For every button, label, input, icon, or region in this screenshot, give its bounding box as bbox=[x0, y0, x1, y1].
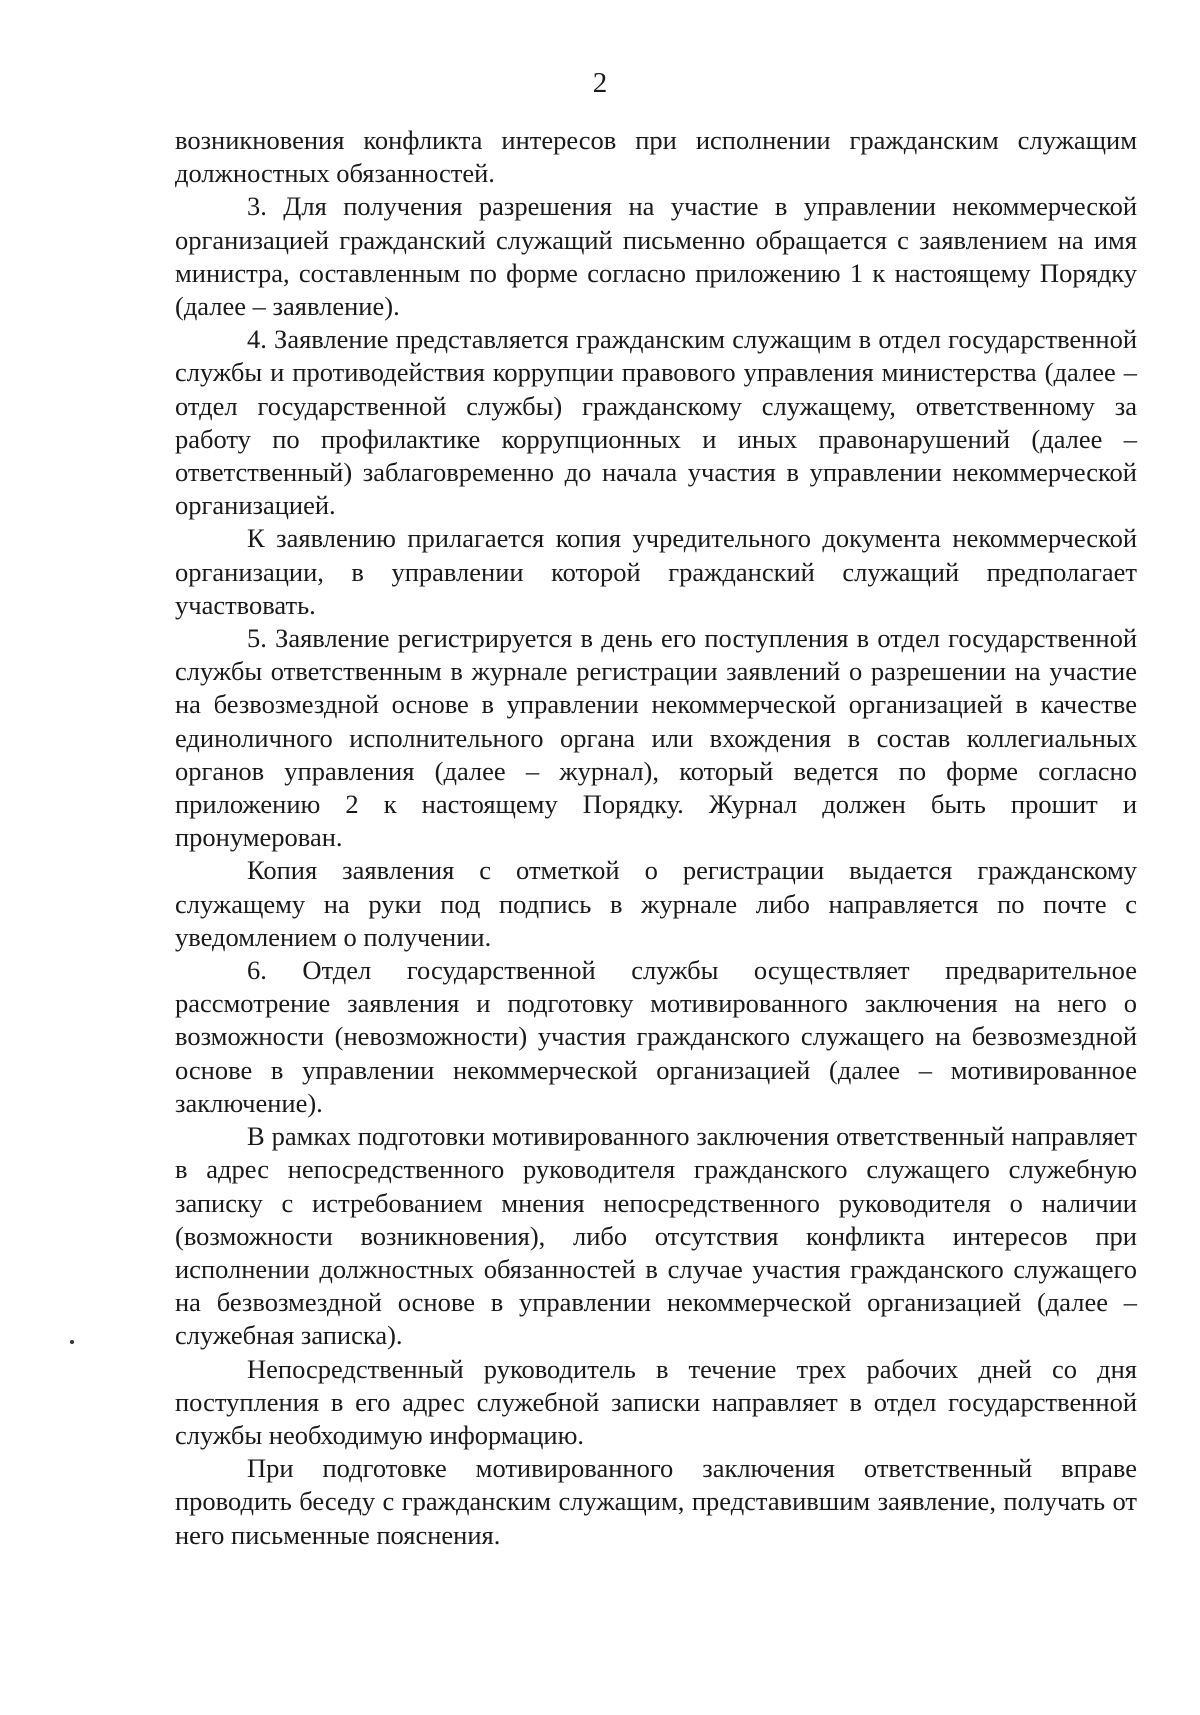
document-body bbox=[175, 124, 1137, 1552]
paragraph-item-6: 6. Отдел государственной службы осуществляет предварительное рассмотрение заявления и подготовку мотивированного заключения на него о возможности (невозможности) участия гражданского служащего на безвозмездной основе в управлении некоммерческой организацией (далее – мотивированное заключение). bbox=[175, 955, 1137, 1118]
paragraph-attachment: К заявлению прилагается копия учредительного документа некоммерческой организации, в управлении которой гражданский служащий предполагает участвовать. bbox=[175, 523, 1137, 620]
paragraph-copy-issue: Копия заявления с отметкой о регистрации выдается гражданскому служащему на руки под подпись в журнале либо направляется по почте с уведомлением о получении. bbox=[175, 855, 1137, 952]
paragraph-service-note: В рамках подготовки мотивированного заключения ответственный направляет в адрес непосредственного руководителя гражданского служащего служебную записку с истребованием мнения непосредственного руководителя о наличии (возможности возникновения), либо отсутствия конфликта интересов при исполнении должностных обязанностей в случае участия гражданского служащего на безвозмездной основе в управлении некоммерческой организацией (далее – служебная записка). bbox=[175, 1121, 1137, 1351]
page-number: 2 bbox=[592, 67, 608, 99]
paragraph-continuation: возникновения конфликта интересов при исполнении гражданским служащим должностных обязанностей. bbox=[175, 125, 1137, 189]
scan-speck bbox=[70, 1340, 74, 1344]
paragraph-manager-response: Непосредственный руководитель в течение трех рабочих дней со дня поступления в его адрес служебной записки направляет в отдел государственной службы необходимую информацию. bbox=[175, 1353, 1137, 1450]
paragraph-item-3: 3. Для получения разрешения на участие в управлении некоммерческой организацией гражданский служащий письменно обращается с заявлением на имя министра, составленным по форме согласно приложению 1 к настоящему Порядку (далее – заявление). bbox=[175, 191, 1137, 322]
paragraph-interview: При подготовке мотивированного заключения ответственный вправе проводить беседу с гражданским служащим, представившим заявление, получать от него письменные пояснения. bbox=[175, 1453, 1137, 1550]
paragraph-item-4: 4. Заявление представляется гражданским служащим в отдел государственной службы и противодействия коррупции правового управления министерства (далее – отдел государственной службы) гражданскому служащему, ответственному за работу по профилактике коррупционных и иных правонарушений (далее – ответственный) заблаговременно до начала участия в управлении некоммерческой организацией. bbox=[175, 324, 1137, 521]
paragraph-item-5: 5. Заявление регистрируется в день его поступления в отдел государственной службы ответственным в журнале регистрации заявлений о разрешении на участие на безвозмездной основе в управлении некоммерческой организацией в качестве единоличного исполнительного органа или вхождения в состав коллегиальных органов управления (далее – журнал), который ведется по форме согласно приложению 2 к настоящему Порядку. Журнал должен быть прошит и пронумерован. bbox=[175, 623, 1137, 853]
